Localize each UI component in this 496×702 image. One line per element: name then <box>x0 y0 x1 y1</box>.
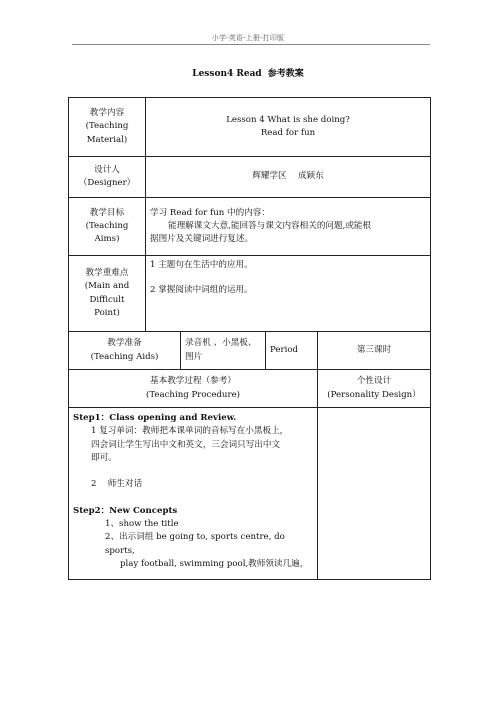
aims-line-3: 据图片及关键词进行复述。 <box>150 234 254 245</box>
aids-label-en: (Teaching Aids) <box>90 351 159 362</box>
difficult-value-cell <box>146 256 431 332</box>
aids-value-1: 录音机 、小黑板、 <box>185 338 257 349</box>
row-aims <box>69 198 431 256</box>
material-label-en-2: Material) <box>86 134 128 145</box>
material-value-2: Read for fun <box>260 128 316 138</box>
difficult-label-en-3: Point) <box>94 307 120 318</box>
aims-label-cell <box>69 198 146 256</box>
difficult-label-cn: 教学重难点 <box>85 267 129 278</box>
material-value-cell <box>146 98 431 157</box>
aims-label-en: (Teaching Aims) <box>85 220 129 245</box>
designer-label-cn: 设计人 <box>94 164 120 175</box>
running-header: 小学-英语-上册-打印版 <box>211 34 285 42</box>
row-procedure-body <box>69 408 431 580</box>
title-main: Lesson4 Read <box>192 69 262 79</box>
personality-design-body-cell <box>318 408 431 580</box>
row-aids <box>69 332 431 370</box>
aids-label-cell <box>69 332 181 370</box>
procedure-header-cell <box>69 370 318 408</box>
row-difficult <box>69 256 431 332</box>
difficult-point-1: 1 主题句在生活中的应用。 <box>150 260 253 270</box>
step2-item-1: 1、show the title <box>105 518 179 529</box>
step1-title: Step1：Class opening and Review. <box>73 413 237 423</box>
document-title <box>0 66 496 79</box>
material-label-en-1: (Teaching <box>85 121 129 132</box>
step1-line-2: 四会词让学生写出中文和英文，三会词只写出中文 <box>91 439 281 450</box>
aids-value-2: 图片 <box>185 351 203 362</box>
period-value: 第三课时 <box>318 332 431 370</box>
row-procedure-header <box>69 370 431 408</box>
difficult-point-2: 2 掌握阅读中词组的运用。 <box>150 285 253 296</box>
designer-label-cell <box>69 157 146 198</box>
aims-label-cn: 教学目标 <box>89 207 125 218</box>
designer-label-en: （Designer） <box>78 178 136 188</box>
aims-line-1: 学习 Read for fun 中的内容： <box>150 207 270 218</box>
procedure-label-cn: 基本教学过程（参考） <box>150 376 236 387</box>
row-material <box>69 98 431 157</box>
step2-title: Step2：New Concepts <box>73 505 178 516</box>
aids-label-cn: 教学准备 <box>107 338 142 349</box>
title-suffix: 参考教案 <box>267 69 304 79</box>
aims-value-cell <box>146 198 431 256</box>
procedure-body-cell <box>69 408 318 580</box>
personality-design-en: (Personality Design） <box>327 389 421 400</box>
period-label: Period <box>266 332 318 370</box>
row-designer <box>69 157 431 198</box>
difficult-label-en-2: Difficult <box>89 294 125 305</box>
step2-item-2-cont: play football, swimming pool,教师领读几遍， <box>120 558 309 569</box>
difficult-label-cell <box>69 256 146 332</box>
step1-item-2: 2 师生对话 <box>91 479 143 490</box>
step2-item-2: 2、出示词组 be going to, sports centre, do sports, <box>105 532 285 556</box>
aids-value-cell <box>181 332 266 370</box>
material-label-cell <box>69 98 146 157</box>
step1-line-3: 即可。 <box>91 452 117 463</box>
personality-design-cn: 个性设计 <box>356 376 392 387</box>
header-rule <box>72 44 430 45</box>
material-label-cn: 教学内容 <box>89 108 125 119</box>
material-value-1: Lesson 4 What is she doing? <box>226 114 350 125</box>
step1-line-1: 1 复习单词：教师把本课单词的音标写在小黑板上， <box>91 426 289 437</box>
lesson-plan-table <box>68 97 431 580</box>
aims-line-2: 能理解课文大意,能回答与课文内容相关的问题,或能根 <box>168 220 372 231</box>
personality-design-header-cell <box>318 370 431 408</box>
procedure-label-en: (Teaching Procedure) <box>145 389 241 400</box>
difficult-label-en-1: (Main and <box>84 281 130 292</box>
designer-value: 辉耀学区 成颖东 <box>146 157 431 198</box>
